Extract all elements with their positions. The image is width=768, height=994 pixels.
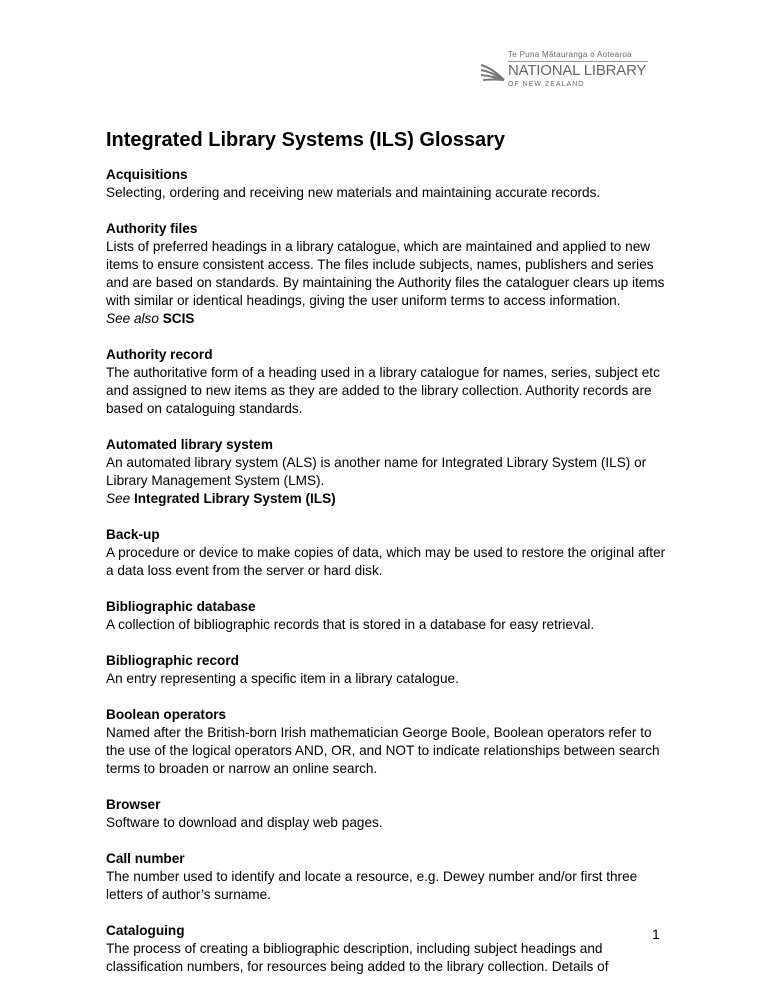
entry-definition: The process of creating a bibliographic description, including subject headings and classification numbers, for resources being added to the library collection. Details of (106, 941, 609, 974)
glossary-entry (106, 166, 666, 202)
logo-tagline: Te Puna Mātauranga o Aotearoa (508, 50, 632, 59)
entry-definition: A collection of bibliographic records that is stored in a database for easy retrieval. (106, 617, 595, 632)
entry-definition: The authoritative form of a heading used in a library catalogue for names, series, subject etc and assigned to new items as they are added to the library collection. Authority records are based on cataloguing standards. (106, 365, 660, 416)
entry-term: Back-up (106, 527, 160, 542)
entry-definition: An entry representing a specific item in a library catalogue. (106, 671, 459, 686)
entry-term: Authority record (106, 347, 213, 362)
page-title: Integrated Library Systems (ILS) Glossary (106, 129, 506, 151)
entry-term: Call number (106, 851, 185, 866)
glossary-entry (106, 796, 666, 832)
entry-term: Cataloguing (106, 923, 185, 938)
entry-reference (106, 490, 666, 508)
glossary-entry (106, 598, 666, 634)
logo-subtitle: OF NEW ZEALAND (508, 81, 585, 88)
entry-reference (106, 310, 666, 328)
glossary-entry (106, 922, 666, 976)
entry-term: Boolean operators (106, 707, 227, 722)
entry-definition: The number used to identify and locate a resource, e.g. Dewey number and/or first three letters of author’s surname. (106, 869, 638, 902)
entry-term: Bibliographic record (106, 653, 239, 668)
entry-term: Acquisitions (106, 167, 188, 182)
fern-icon (480, 62, 506, 84)
entry-term: Browser (106, 797, 161, 812)
entry-definition: Selecting, ordering and receiving new materials and maintaining accurate records. (106, 185, 601, 200)
glossary-list (106, 166, 666, 994)
national-library-logo (480, 50, 670, 94)
entry-definition: Named after the British-born Irish mathematician George Boole, Boolean operators refer to the use of the logical operators AND, OR, and NOT to indicate relationships between search terms to broaden or narrow an online search. (106, 725, 660, 776)
reference-prefix: See (106, 491, 131, 506)
glossary-entry (106, 652, 666, 688)
page-number: 1 (652, 926, 660, 942)
entry-term: Bibliographic database (106, 599, 256, 614)
entry-definition: Software to download and display web pages. (106, 815, 383, 830)
entry-term: Authority files (106, 221, 198, 236)
logo-name: NATIONAL LIBRARY (508, 62, 647, 79)
glossary-entry (106, 706, 666, 778)
reference-link: SCIS (162, 311, 195, 326)
entry-definition: An automated library system (ALS) is another name for Integrated Library System (ILS) or Library Management System (LMS). (106, 455, 647, 488)
glossary-entry (106, 850, 666, 904)
glossary-entry (106, 526, 666, 580)
entry-term: Automated library system (106, 437, 273, 452)
entry-definition: A procedure or device to make copies of data, which may be used to restore the original after a data loss event from the server or hard disk. (106, 545, 666, 578)
reference-prefix: See also (106, 311, 159, 326)
entry-definition: Lists of preferred headings in a library catalogue, which are maintained and applied to new items to ensure consistent access. The files include subjects, names, publishers and series and are based on standards. By maintaining the Authority files the cataloguer clears up items with similar or identical headings, giving the user uniform terms to access information. (106, 239, 665, 308)
reference-link: Integrated Library System (ILS) (133, 491, 336, 506)
glossary-entry (106, 436, 666, 508)
glossary-entry (106, 220, 666, 328)
glossary-entry (106, 346, 666, 418)
